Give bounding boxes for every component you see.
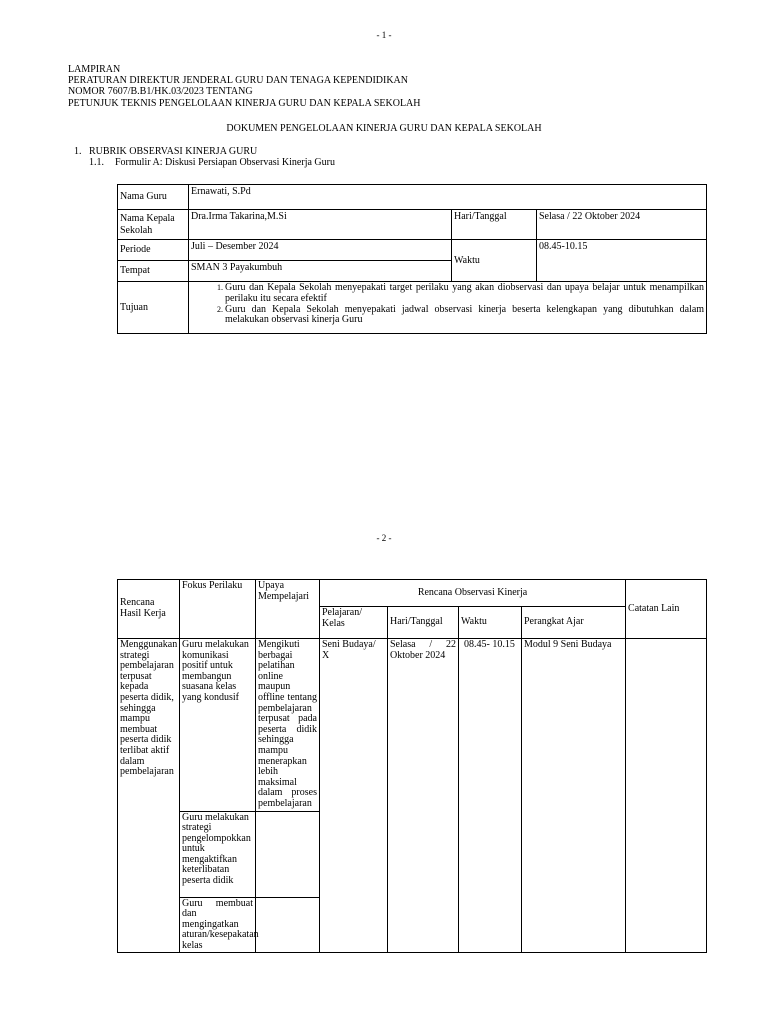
hari-tanggal-value: Selasa / 22 Oktober 2024 xyxy=(537,210,707,240)
pelajaran-cell: Seni Budaya/ X xyxy=(320,639,388,953)
header-line: LAMPIRAN xyxy=(68,64,121,75)
hari-tanggal-label: Hari/Tanggal xyxy=(452,210,537,240)
upaya-cell: Mengikuti berbagai pelatihan online maupun offline tentang pembelajaran terpusat pada peserta didik sehingga mampu menerapkan lebih maksimal dalam proses pembelajaran xyxy=(256,639,320,812)
tujuan-label: Tujuan xyxy=(118,282,189,334)
observation-prep-form-table xyxy=(117,184,707,334)
fokus-cell: Guru melakukan komunikasi positif untuk membangun suasana kelas yang kondusif xyxy=(180,639,256,812)
subsection-heading xyxy=(89,157,335,168)
catatan-header: Catatan Lain xyxy=(626,580,707,639)
nama-guru-value: Ernawati, S.Pd xyxy=(189,185,707,210)
rencana-hasil-cell: Menggunakan strategi pembelajaran terpusat kepada peserta didik, sehingga mampu membuat peserta didik terlibat aktif dalam pembelajaran xyxy=(118,639,180,953)
fokus-cell: Guru membuat dan mengingatkan aturan/kesepakatan kelas xyxy=(180,897,256,953)
waktu-value: 08.45-10.15 xyxy=(537,240,707,282)
section-heading xyxy=(74,146,257,157)
nama-guru-label: Nama Guru xyxy=(118,185,189,210)
tujuan-item: 1. Guru dan Kepala Sekolah menyepakati target perilaku yang akan diobservasi dan upaya belajar untuk menampilkan perilaku itu secara efektif xyxy=(225,283,704,305)
hari-cell: Selasa / 22 Oktober 2024 xyxy=(388,639,459,953)
subsection-number: 1.1. xyxy=(89,157,104,168)
fokus-cell: Guru melakukan strategi pengelompokkan untuk mengaktifkan keterlibatan peserta didik xyxy=(180,811,256,897)
waktu-cell: 08.45- 10.15 xyxy=(459,639,522,953)
tempat-value: SMAN 3 Payakumbuh xyxy=(189,261,452,282)
observation-plan-table xyxy=(117,579,707,953)
page-number: - 1 - xyxy=(376,30,392,40)
section-title: RUBRIK OBSERVASI KINERJA GURU xyxy=(89,146,258,157)
kepala-sekolah-value: Dra.Irma Takarina,M.Si xyxy=(189,210,452,240)
perangkat-cell: Modul 9 Seni Budaya xyxy=(522,639,626,953)
catatan-cell xyxy=(626,639,707,953)
header-line: PERATURAN DIREKTUR JENDERAL GURU DAN TENAGA KEPENDIDIKAN xyxy=(68,75,408,87)
tempat-label: Tempat xyxy=(118,261,189,282)
document-header xyxy=(68,64,421,109)
upaya-cell xyxy=(256,897,320,953)
waktu-header: Waktu xyxy=(459,607,522,639)
periode-label: Periode xyxy=(118,240,189,261)
periode-value: Juli – Desember 2024 xyxy=(189,240,452,261)
subsection-title: Formulir A: Diskusi Persiapan Observasi Kinerja Guru xyxy=(115,157,335,168)
tujuan-item: 2. Guru dan Kepala Sekolah menyepakati jadwal observasi kinerja beserta kelengkapan yang dibutuhkan dalam melakukan observasi kinerja Guru xyxy=(225,305,704,327)
document-title: DOKUMEN PENGELOLAAN KINERJA GURU DAN KEPALA SEKOLAH xyxy=(226,123,542,134)
pelajaran-header: Pelajaran/ Kelas xyxy=(320,607,388,639)
header-line: NOMOR 7607/B.B1/HK.03/2023 TENTANG xyxy=(68,86,253,98)
tujuan-list xyxy=(191,283,704,326)
upaya-cell xyxy=(256,811,320,897)
rencana-hasil-header: Rencana Hasil Kerja xyxy=(118,580,180,639)
rencana-observasi-header: Rencana Observasi Kinerja xyxy=(320,580,626,607)
hari-header: Hari/Tanggal xyxy=(388,607,459,639)
section-number: 1. xyxy=(74,146,82,157)
upaya-header: Upaya Mempelajari xyxy=(256,580,320,639)
waktu-label: Waktu xyxy=(452,240,537,282)
header-line: PETUNJUK TEKNIS PENGELOLAAN KINERJA GURU DAN KEPALA SEKOLAH xyxy=(68,97,421,109)
page-number: - 2 - xyxy=(376,533,392,543)
fokus-header: Fokus Perilaku xyxy=(180,580,256,639)
perangkat-header: Perangkat Ajar xyxy=(522,607,626,639)
kepala-sekolah-label: Nama Kepala Sekolah xyxy=(118,210,189,240)
tujuan-value xyxy=(189,282,707,334)
